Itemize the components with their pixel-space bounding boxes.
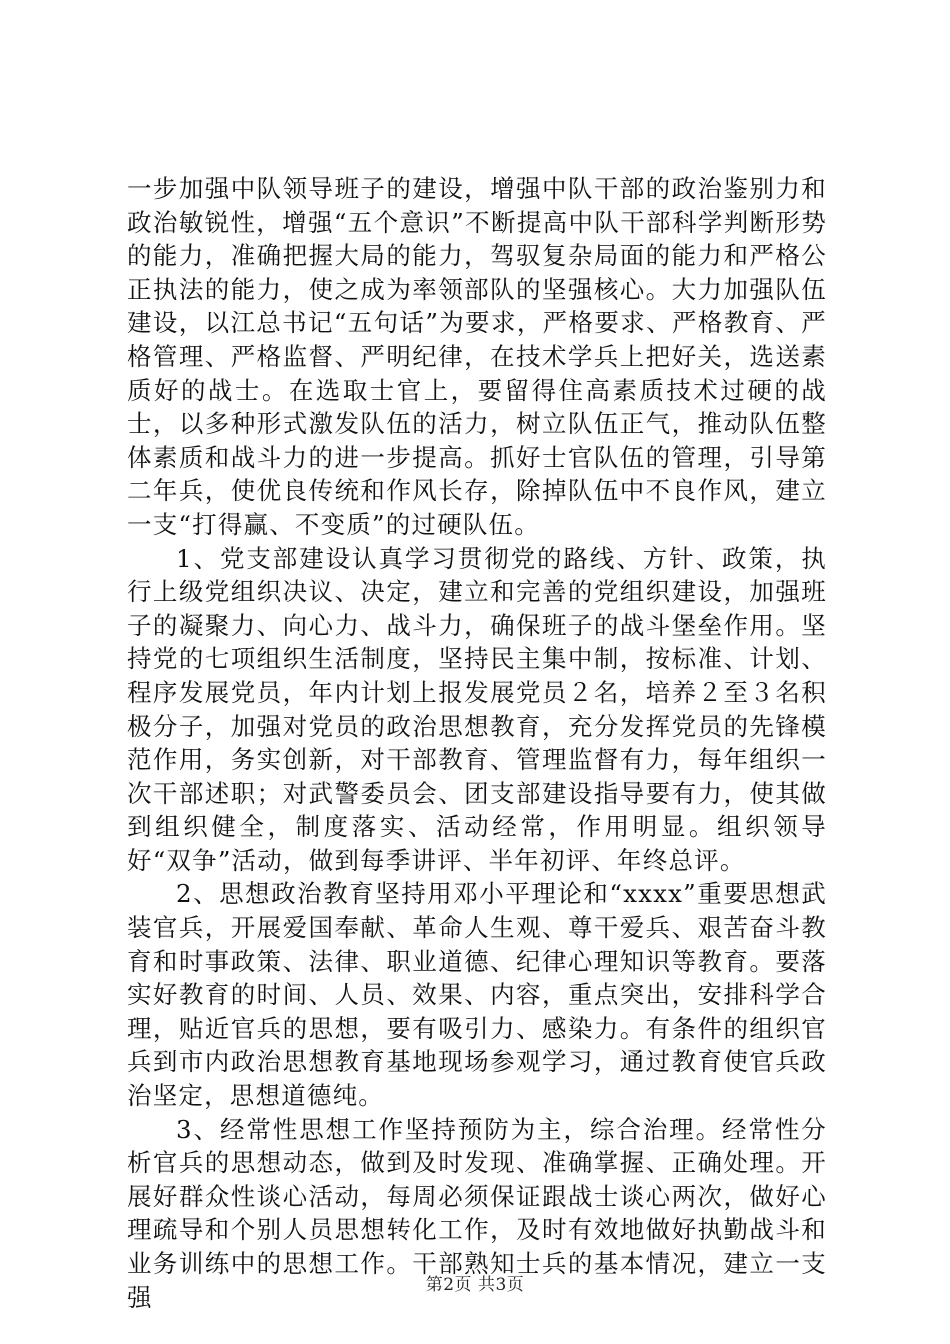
paragraph-party-branch: 1、党支部建设认真学习贯彻党的路线、方针、政策，执行上级党组织决议、决定，建立和完善的党组织建设，加强班子的凝聚力、向心力、战斗力，确保班子的战斗堡垒作用。坚持党的七项组织生活制度，坚持民主集中制，按标准、计划、程序发展党员，年内计划上报发展党员２名，培养２至３名积极分子，加强对党员的政治思想教育，充分发挥党员的先锋模范作用，务实创新，对干部教育、管理监督有力，每年组织一次干部述职；对武警委员会、团支部建设指导要有力，使其做到组织健全，制度落实、活动经常，作用明显。组织领导好“双争”活动，做到每季讲评、半年初评、年终总评。 (127, 543, 827, 875)
page-number-footer: 第2页 共3页 (425, 1275, 525, 1295)
paragraph-political-education: 2、思想政治教育坚持用邓小平理论和“xxxx”重要思想武装官兵，开展爱国奉献、革命人生观、尊干爱兵、艰苦奋斗教育和时事政策、法律、职业道德、纪律心理知识等教育。要落实好教育的时间、人员、效果、内容，重点突出，安排科学合理，贴近官兵的思想，要有吸引力、感染力。有条件的组织官兵到市内政治思想教育基地现场参观学习，通过教育使官兵政治坚定，思想道德纯。 (127, 879, 827, 1111)
paragraph-ideological-work: 3、经常性思想工作坚持预防为主，综合治理。经常性分析官兵的思想动态，做到及时发现、准确掌握、正确处理。开展好群众性谈心活动，每周必须保证跟战士谈心两次，做好心理疏导和个别人员思想转化工作，及时有效地做好执勤战斗和业务训练中的思想工作。干部熟知士兵的基本情况，建立一支强 (127, 1114, 827, 1312)
paragraph-continuation: 一步加强中队领导班子的建设，增强中队干部的政治鉴别力和政治敏锐性，增强“五个意识”不断提高中队干部科学判断形势的能力，准确把握大局的能力，驾驭复杂局面的能力和严格公正执法的能力，使之成为率领部队的坚强核心。大力加强队伍建设，以江总书记“五句话”为要求，严格要求、严格教育、严格管理、严格监督、严明纪律，在技术学兵上把好关，选送素质好的战士。在选取士官上，要留得住高素质技术过硬的战士，以多种形式激发队伍的活力，树立队伍正气，推动队伍整体素质和战斗力的进一步提高。抓好士官队伍的管理，引导第二年兵，使优良传统和作风长存，除掉队伍中不良作风，建立一支“打得赢、不变质”的过硬队伍。 (127, 174, 827, 539)
document-body (127, 172, 827, 1314)
